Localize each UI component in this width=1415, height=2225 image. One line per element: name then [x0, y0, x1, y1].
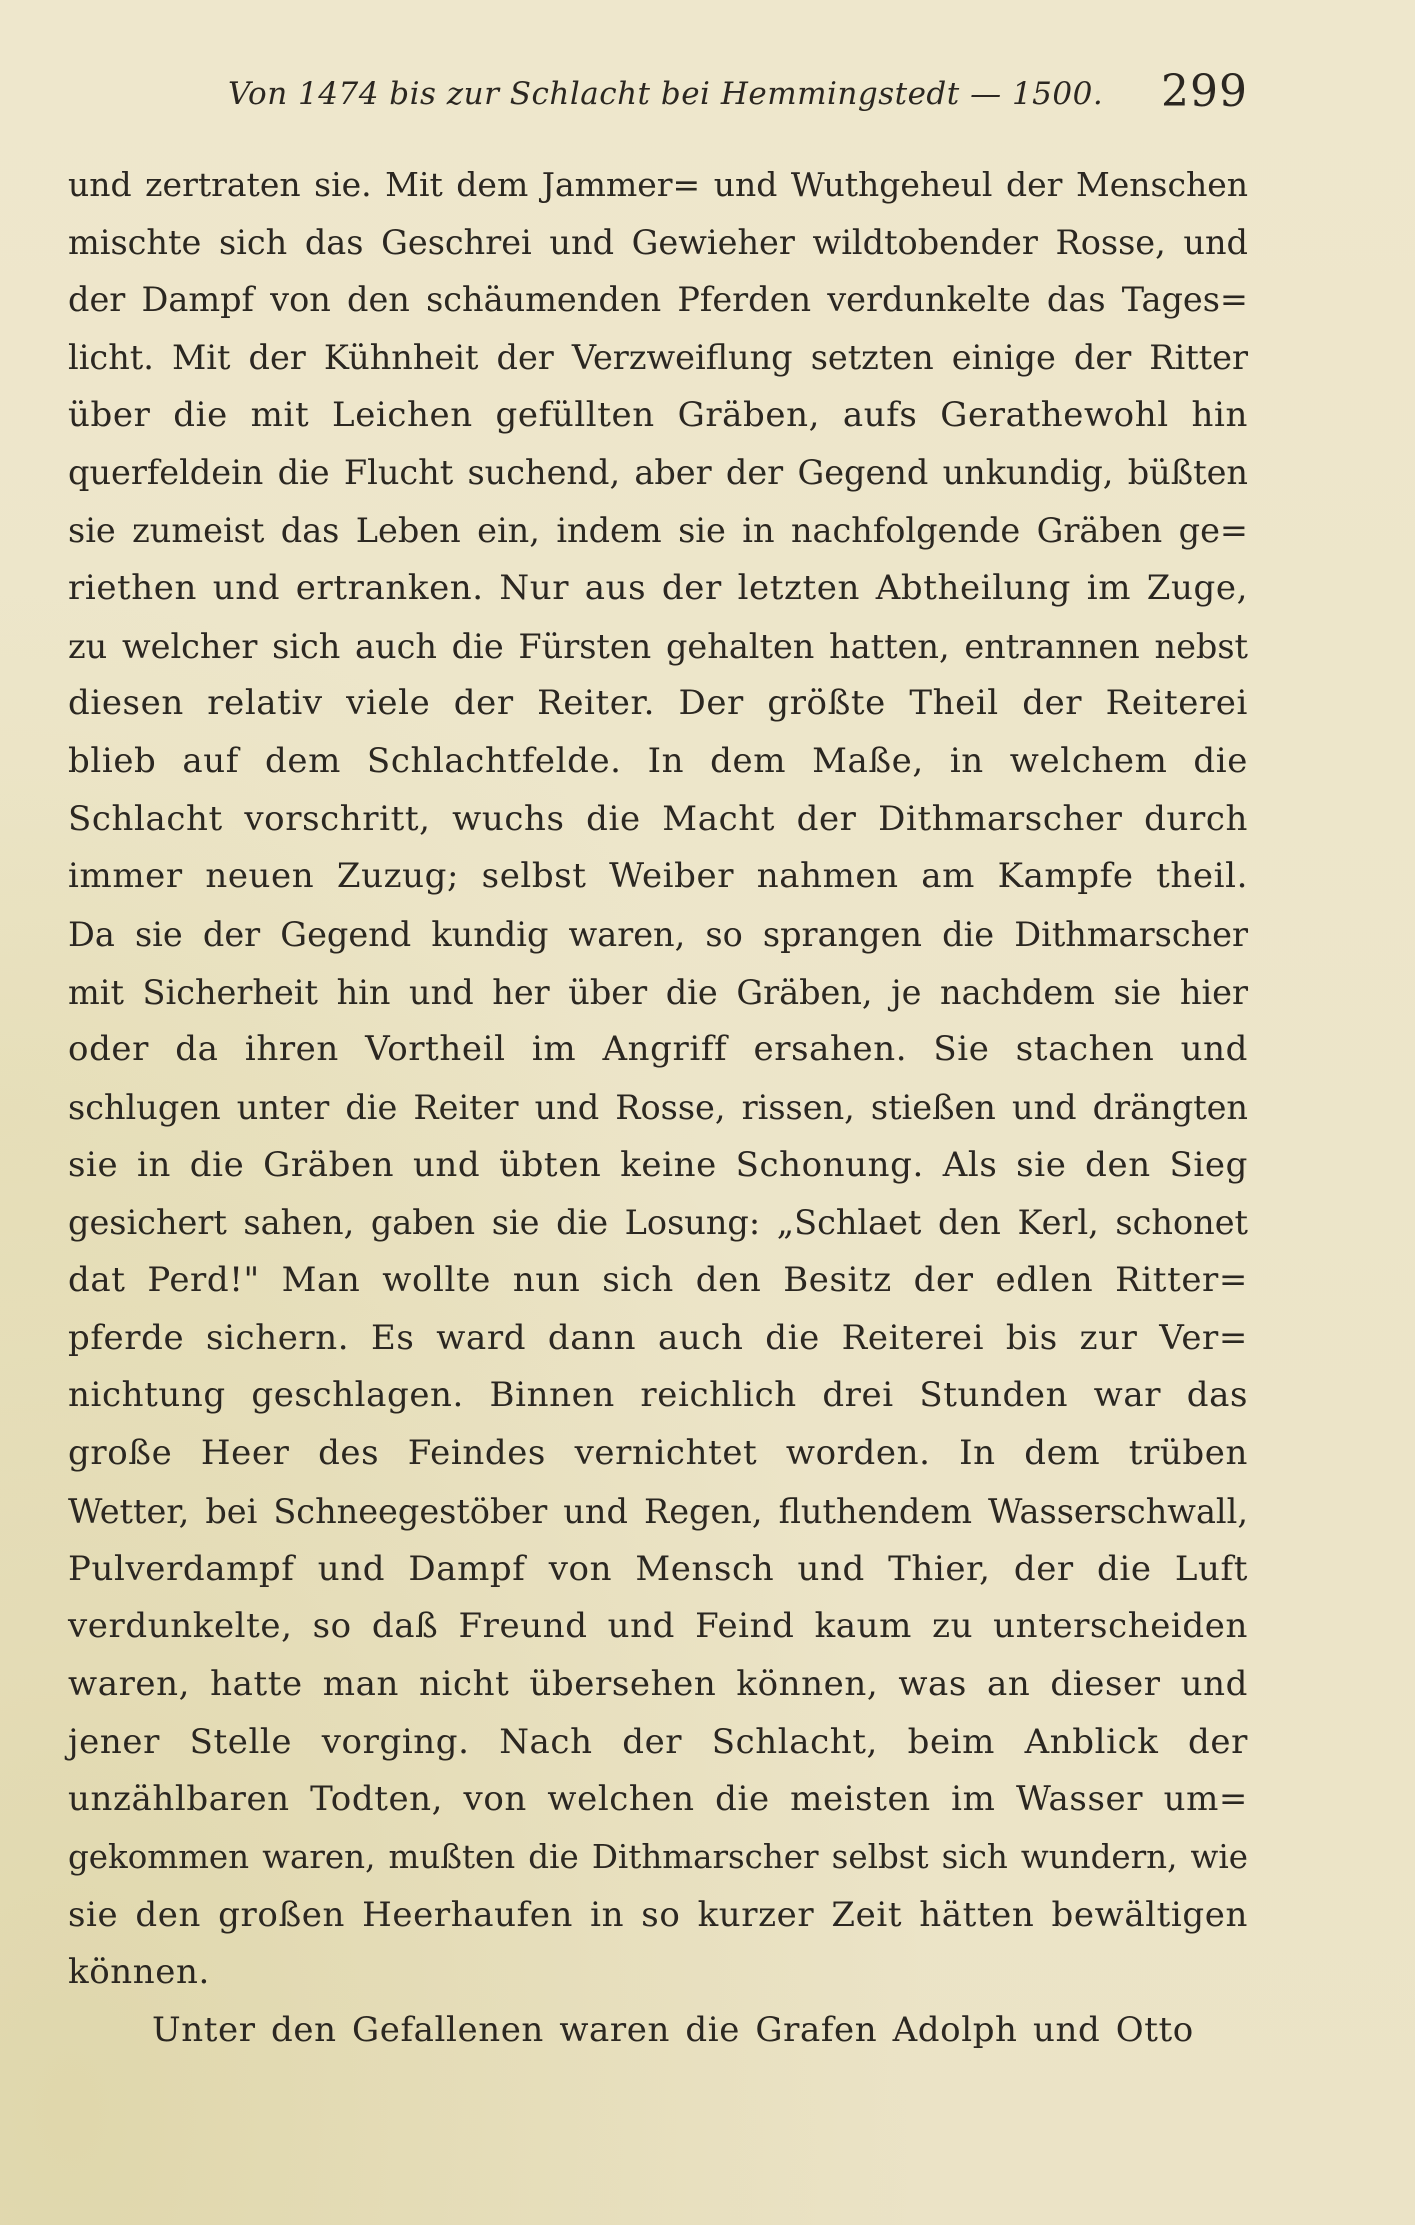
text-line: diesen relativ viele der Reiter. Der größte Theil der Reiterei	[68, 683, 1248, 724]
text-line: mit Sicherheit hin und her über die Gräben, je nachdem sie hier	[68, 972, 1248, 1012]
text-line: oder da ihren Vortheil im Angriff ersahen. Sie stachen und	[68, 1029, 1248, 1070]
text-line: zu welcher sich auch die Fürsten gehalten hatten, entrannen nebst	[68, 626, 1248, 666]
running-title: Von 1474 bis zur Schlacht bei Hemmingstedt — 1500.	[228, 76, 1104, 112]
text-line: immer neuen Zuzug; selbst Weiber nahmen am Kampfe theil.	[68, 856, 1248, 897]
text-line: unzählbaren Todten, von welchen die meisten im Wasser um=	[68, 1779, 1248, 1820]
paragraph-start-line: Unter den Gefallenen waren die Grafen Adolph und Otto	[152, 2010, 1194, 2050]
page-number: 299	[1161, 66, 1248, 117]
text-line: licht. Mit der Kühnheit der Verzweiflung setzten einige der Ritter	[68, 338, 1248, 378]
running-head	[68, 66, 1248, 126]
text-line: Schlacht vorschritt, wuchs die Macht der Dithmarscher durch	[68, 798, 1248, 839]
body-text	[68, 156, 1248, 2060]
text-line: Wetter, bei Schneegestöber und Regen, fluthendem Wasserschwall,	[68, 1491, 1248, 1531]
paragraph-end-line: können.	[68, 1952, 210, 1993]
text-line: Da sie der Gegend kundig waren, so sprangen die Dithmarscher	[68, 914, 1248, 954]
text-line: sie zumeist das Leben ein, indem sie in nachfolgende Gräben ge=	[68, 511, 1248, 551]
text-line: und zertraten sie. Mit dem Jammer= und Wuthgeheul der Menschen	[68, 165, 1248, 204]
text-line: riethen und ertranken. Nur aus der letzten Abtheilung im Zuge,	[68, 567, 1248, 608]
text-line: blieb auf dem Schlachtfelde. In dem Maße, in welchem die	[68, 740, 1248, 781]
text-line: schlugen unter die Reiter und Rosse, rissen, stießen und drängten	[68, 1088, 1248, 1127]
text-line: pferde sichern. Es ward dann auch die Reiterei bis zur Ver=	[68, 1317, 1248, 1358]
text-line: mischte sich das Geschrei und Gewieher wildtobender Rosse, und	[68, 222, 1248, 262]
text-line: über die mit Leichen gefüllten Gräben, aufs Gerathewohl hin	[68, 394, 1248, 435]
text-line: dat Perd!" Man wollte nun sich den Besitz der edlen Ritter=	[68, 1260, 1248, 1301]
text-line: sie in die Gräben und übten keine Schonung. Als sie den Sieg	[68, 1144, 1248, 1185]
text-line: waren, hatte man nicht übersehen können, was an dieser und	[68, 1663, 1248, 1704]
text-line: verdunkelte, so daß Freund und Feind kaum zu unterscheiden	[68, 1606, 1248, 1647]
text-line: Pulverdampf und Dampf von Mensch und Thier, der die Luft	[68, 1548, 1248, 1589]
text-line: nichtung geschlagen. Binnen reichlich drei Stunden war das	[68, 1375, 1248, 1416]
text-line: jener Stelle vorging. Nach der Schlacht, beim Anblick der	[68, 1721, 1248, 1762]
text-line: große Heer des Feindes vernichtet worden. In dem trüben	[68, 1433, 1248, 1474]
text-line: der Dampf von den schäumenden Pferden verdunkelte das Tages=	[68, 280, 1248, 320]
text-line: gekommen waren, mußten die Dithmarscher selbst sich wundern, wie	[68, 1837, 1248, 1876]
text-line: querfeldein die Flucht suchend, aber der Gegend unkundig, büßten	[68, 453, 1248, 493]
text-line: sie den großen Heerhaufen in so kurzer Zeit hätten bewältigen	[68, 1894, 1248, 1935]
text-line: gesichert sahen, gaben sie die Losung: „Schlaet den Kerl, schonet	[68, 1203, 1248, 1243]
